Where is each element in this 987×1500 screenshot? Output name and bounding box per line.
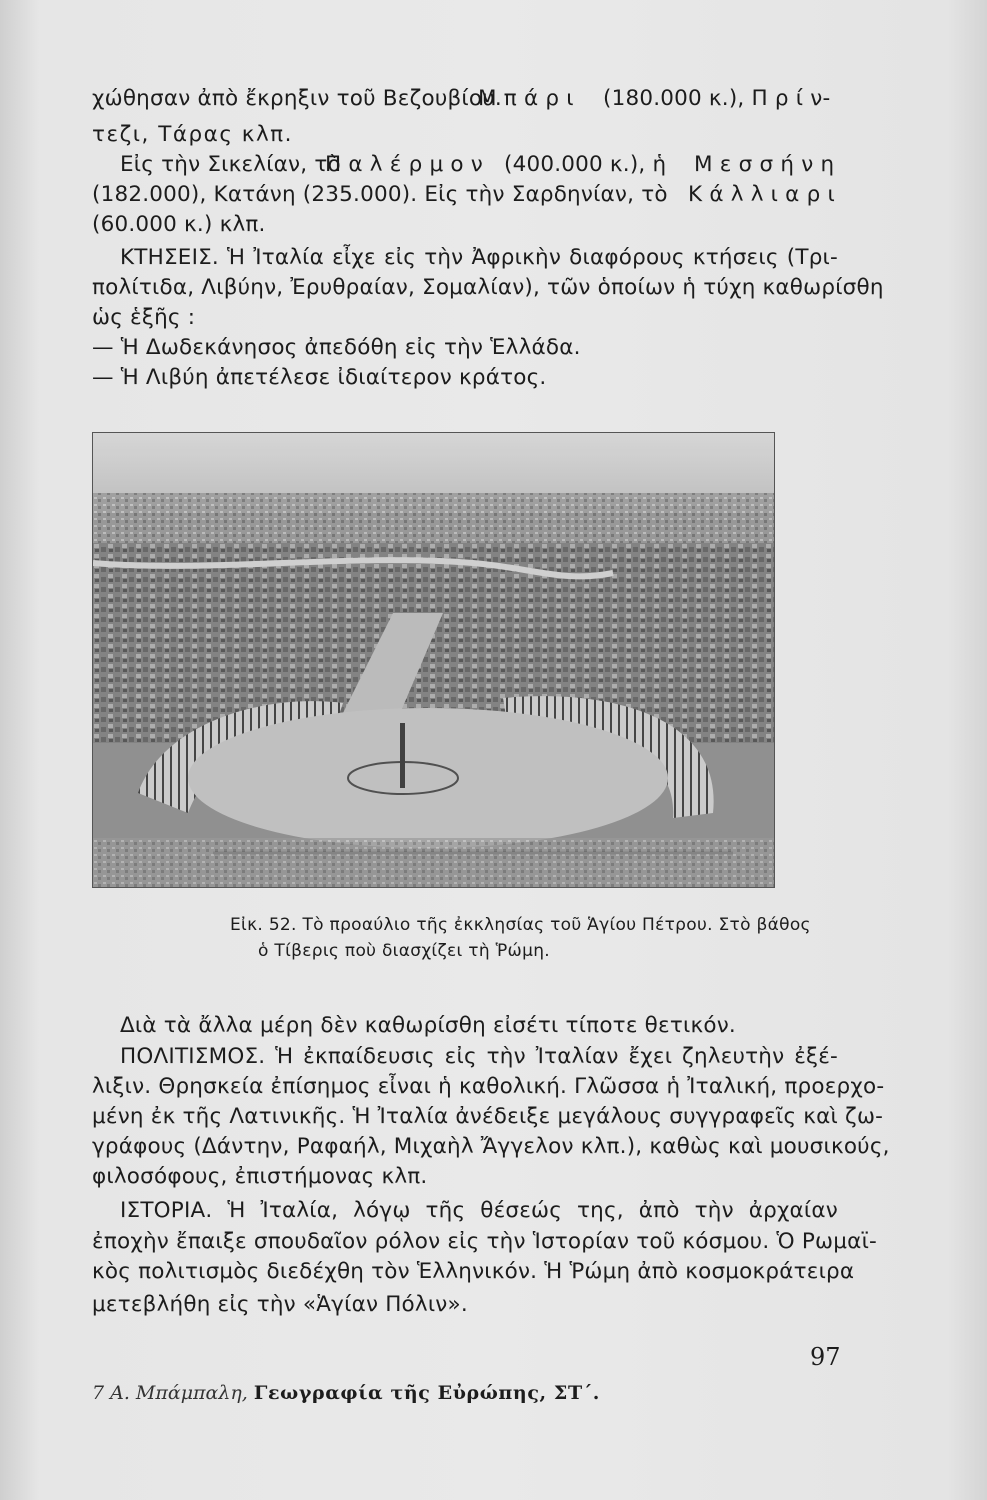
text-line-12 xyxy=(120,1042,838,1072)
text-line-16 xyxy=(92,1162,427,1192)
text-line-4-b xyxy=(688,180,835,210)
text-line-1 xyxy=(92,84,502,114)
text-line-2-text: τεζι, Τάρας κλπ. xyxy=(92,122,293,147)
text-line-1-c xyxy=(603,84,830,114)
text-line-4-a: (182.000), Κατάνη (235.000). Εἰς τὴν Σαρδηνίαν, τὸ xyxy=(92,182,668,207)
figure-caption-line-1 xyxy=(230,912,811,938)
text-line-11 xyxy=(120,1011,736,1041)
place-brindisi: (180.000 κ.), Π ρ ί ν- xyxy=(603,86,831,111)
text-line-3-b xyxy=(325,150,483,180)
text-line-5 xyxy=(92,210,266,240)
text-line-11-text: Διὰ τὰ ἄλλα μέρη δὲν καθωρίσθη εἰσέτι τίποτε θετικόν. xyxy=(120,1013,736,1038)
text-line-16-text: φιλοσόφους, ἐπιστήμονας κλπ. xyxy=(92,1164,428,1189)
text-line-10-text: — Ἡ Λιβύη ἀπετέλεσε ἰδιαίτερον κράτος. xyxy=(92,365,547,390)
text-line-20-text: μετεβλήθη εἰς τὴν «Ἁγίαν Πόλιν». xyxy=(92,1292,468,1317)
text-line-14-text: μένη ἐκ τῆς Λατινικῆς. Ἡ Ἰταλία ἀνέδειξε μεγάλους συγγραφεῖς καὶ ζω- xyxy=(92,1104,884,1129)
text-line-13-text: λιξιν. Θρησκεία ἐπίσημος εἶναι ἡ καθολική. Γλῶσσα ἡ Ἰταλική, προερχο- xyxy=(92,1074,885,1099)
text-line-15-text: γράφους (Δάντην, Ραφαήλ, Μιχαὴλ Ἄγγελον κλπ.), καθὼς καὶ μουσικούς, xyxy=(92,1134,890,1159)
text-line-8 xyxy=(92,303,195,333)
st-peters-square-photo xyxy=(92,432,775,888)
text-line-14 xyxy=(92,1102,884,1132)
text-line-10 xyxy=(92,363,546,393)
page-number: 97 xyxy=(810,1343,841,1371)
text-line-15 xyxy=(92,1132,890,1162)
text-line-3 xyxy=(120,150,341,180)
text-line-9-text: — Ἡ Δωδεκάνησος ἀπεδόθη εἰς τὴν Ἑλλάδα. xyxy=(92,335,581,360)
place-bari: Μ π ά ρ ι xyxy=(478,86,574,111)
text-line-3-a: Εἰς τὴν Σικελίαν, τὸ xyxy=(120,152,341,177)
footer-author: 7 Α. Μπάμπαλη, xyxy=(92,1382,248,1404)
text-line-3-d xyxy=(694,150,834,180)
text-line-17-text: ΙΣΤΟΡΙΑ. Ἡ Ἰταλία, λόγῳ τῆς θέσεώς της, ἀπὸ τὴν ἀρχαίαν xyxy=(120,1198,838,1223)
photo-illustration xyxy=(93,433,774,887)
text-line-12-text: ΠΟΛΙΤΙΣΜΟΣ. Ἡ ἐκπαίδευσις εἰς τὴν Ἰταλίαν ἔχει ζηλευτὴν ἐξέ- xyxy=(120,1044,838,1069)
text-line-17 xyxy=(120,1196,838,1226)
text-line-13 xyxy=(92,1072,885,1102)
place-palermo: Π α λ έ ρ μ ο ν xyxy=(325,152,484,177)
text-line-19-text: κὸς πολιτισμὸς διεδέχθη τὸν Ἑλληνικόν. Ἡ Ῥώμη ἀπὸ κοσμοκράτειρα xyxy=(92,1259,855,1284)
place-messina: Μ ε σ σ ή ν η xyxy=(694,152,835,177)
text-line-5-text: (60.000 κ.) κλπ. xyxy=(92,212,266,237)
figure-caption-line-2 xyxy=(258,938,550,964)
place-cagliari: Κ ά λ λ ι α ρ ι xyxy=(688,182,835,207)
text-line-4 xyxy=(92,180,668,210)
text-line-1-b xyxy=(478,84,574,114)
text-line-19 xyxy=(92,1257,855,1287)
text-line-8-text: ὡς ἑξῆς : xyxy=(92,305,196,330)
caption-text-1: Εἰκ. 52. Τὸ προαύλιο τῆς ἐκκλησίας τοῦ Ἁγίου Πέτρου. Στὸ βάθος xyxy=(230,915,811,935)
text-line-3-c-text: (400.000 κ.), ἡ xyxy=(504,152,667,177)
text-line-18-text: ἐποχὴν ἔπαιξε σπουδαῖον ρόλον εἰς τὴν Ἱστορίαν τοῦ κόσμου. Ὁ Ρωμαϊ- xyxy=(92,1229,877,1254)
text-line-6 xyxy=(120,243,838,273)
footer-book-title: Γεωγραφία τῆς Εὐρώπης, ΣΤ΄. xyxy=(253,1382,601,1404)
text-line-2 xyxy=(92,120,293,150)
text-line-20 xyxy=(92,1290,468,1320)
text-line-9 xyxy=(92,333,581,363)
text-line-1-a: χώθησαν ἀπὸ ἔκρηξιν τοῦ Βεζουβίου. xyxy=(92,86,502,111)
text-line-7 xyxy=(92,273,884,303)
text-line-7-text: πολίτιδα, Λιβύην, Ἐρυθραίαν, Σομαλίαν), τῶν ὁποίων ἡ τύχη καθωρίσθη xyxy=(92,275,884,300)
text-line-6-text: ΚΤΗΣΕΙΣ. Ἡ Ἰταλία εἶχε εἰς τὴν Ἀφρικὴν διαφόρους κτήσεις (Τρι- xyxy=(120,245,838,270)
footer-signature xyxy=(92,1382,600,1404)
text-line-3-c xyxy=(504,150,666,180)
text-line-18 xyxy=(92,1227,877,1257)
caption-text-2: ὁ Τίβερις ποὺ διασχίζει τὴ Ῥώμη. xyxy=(258,941,550,961)
